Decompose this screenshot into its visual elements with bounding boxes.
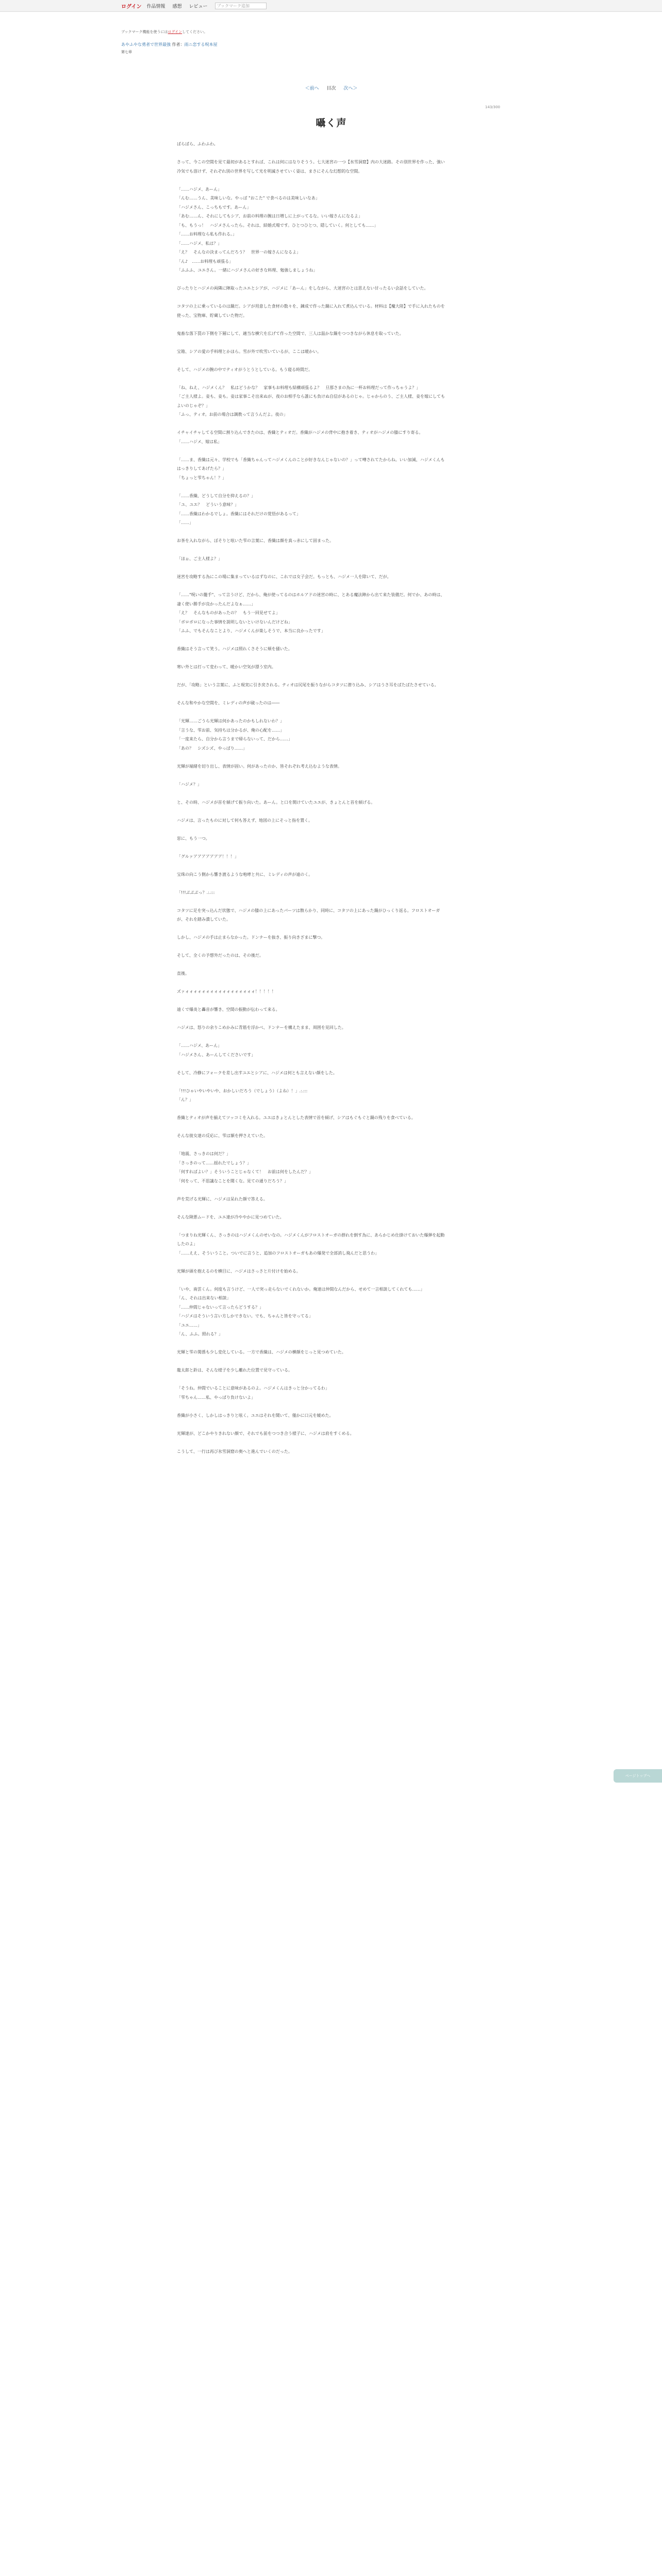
body-paragraph: 「何すればよい？」そういうことじゃなくて！ お前は何をしたんだ？」 [177,1170,313,1174]
body-paragraph: 「一度来たら、自分から言うまで帰らないって、だから……」 [177,737,292,741]
body-paragraph: 香織とティオが声を揃えてツッコミを入れる。ユエはきょとんとした表情で首を傾げ、シアはもぐもぐと鍋の残りを食べている。 [177,1115,416,1120]
top-bar [0,0,662,12]
body-paragraph: しかし、ハジメの手は止まらなかった。ドンナーを抜き、振り向きざまに撃つ。 [177,935,325,940]
body-paragraph [177,275,445,284]
body-paragraph [177,1258,445,1267]
body-paragraph: そして、冷静にフォークを差し出すユエとシアに、ハジメは何とも言えない顔をした。 [177,1070,337,1075]
body-paragraph [177,897,445,906]
body-paragraph [177,1123,445,1132]
body-paragraph: 「あむ……ん、それにしてもシア、お前の料理の腕は日増しに上がってるな。いい嫁さんになるよ」 [177,214,362,218]
body-paragraph [177,1438,445,1447]
body-paragraph [177,320,445,329]
body-paragraph [177,1032,445,1042]
body-paragraph [177,1185,445,1195]
body-paragraph [177,672,445,681]
body-paragraph: 「!!!ひゃいやいやいや、おかしいだろう（でしょう）（よね）！」.:.::: [177,1088,308,1093]
page-top-button[interactable]: ページトップへ [614,1769,662,1783]
body-paragraph: 「え？ そんなものがあったの？ もう一回見せてよ」 [177,611,280,615]
body-paragraph [177,861,445,870]
body-paragraph [177,996,445,1006]
body-paragraph: 「……香織、どうして自分を抑えるの？」 [177,493,255,498]
login-link[interactable]: ログイン [121,4,142,10]
body-paragraph: 「つまりね光輝くん、さっきのはハジメくんのせいなの。ハジメくんがフロストオーガの群れを倒す為に、あらかじめ仕掛けておいた爆弾を起動したのよ」 [177,1232,445,1246]
body-paragraph: 「ふふ、でもそんなことより、ハジメくんが楽しそうで、本当に良かったです」 [177,629,325,633]
body-paragraph: 香織が小さく、しかしはっきりと呟く。ユエはそれを聞いて、僅かに口元を緩めた。 [177,1413,334,1418]
body-paragraph: そして、全くの予想外だったのは、その後だ。 [177,953,263,958]
author-link[interactable]: 雨ニ恋する呪本屋 [184,42,218,47]
body-paragraph [177,978,445,988]
body-paragraph: 「ユ、ユエ？ どういう意味？」 [177,502,239,507]
bookmark-notice [121,29,541,35]
body-paragraph [177,1276,445,1285]
body-paragraph [177,446,445,455]
notice-login-link[interactable]: ログイン [168,30,183,34]
body-paragraph [177,149,445,158]
body-paragraph: 「ん、ふふ。照れる？」 [177,1332,223,1336]
body-paragraph: 「……"呪いの籠手"、って言うけど、だから、俺が使ってるのはホルアドの迷宮の時に、とある魔法陣から出て来た装備だ。何でか、あの時は、凄く使い勝手が良かったんだよなぁ……」 [177,592,445,606]
body-paragraph [177,1105,445,1114]
body-paragraph [177,879,445,888]
body-paragraph: 「……ハジメ、あーん」 [177,187,222,192]
body-paragraph [177,419,445,429]
body-paragraph [177,1077,445,1087]
body-paragraph: 「そうね。仲間でいることに意味があるのよ。ハジメくんはきっと分かってるわ」 [177,1386,329,1391]
body-paragraph [177,771,445,780]
body-paragraph [177,564,445,573]
body-paragraph: 迷宮を攻略する為にこの場に集まっているはずなのに、これでは女子会だ。もっとも、ハジメ一人を除いて、だが。 [177,574,391,579]
prev-link[interactable]: ＜前へ [305,86,319,91]
body-paragraph: 「んむ……うん、美味しいな。やっぱ "おこた" で食べるのは美味しいなあ」 [177,196,320,200]
chapter-label: 第七章 [121,50,132,54]
body-paragraph: 「ん？」 [177,1097,193,1102]
body-paragraph: 「ん、それは出来ない相談」 [177,1296,231,1300]
body-paragraph: 光輝が端緒を切り出し、表情が固い。何があったのか、皆それぞれ考え込むような表情。 [177,764,342,769]
body-paragraph: さって、今この空間を見て最初があるとすれば、これは何にはなりそうう。七大迷宮の一つ【氷雪洞窟】内の大迷路。その別世界を作った、強い冷気でも溶けず、それぞれ別の世界を写して光を明滅させていく姿は、まさにそんな幻想的な空間。 [177,160,445,174]
novel-container [121,11,541,1456]
pager [121,84,541,91]
body-paragraph: ぴったりとハジメの両隣に陣取ったユエとシアが、ハジメに「あーん」をしながら、大迷宮のとは思えない甘ったるい会話をしていた。 [177,286,428,291]
body-paragraph: 直後。 [177,971,189,976]
body-paragraph [177,960,445,970]
body-paragraph [177,338,445,347]
body-paragraph: そんな彼女達の反応に、雫は額を押さえていた。 [177,1133,268,1138]
body-paragraph [177,753,445,762]
body-paragraph [177,1059,445,1069]
body-paragraph: 宝珠の向こう側から響き渡るような咆哮と共に、ミレディの声が遠のく。 [177,872,313,877]
body-paragraph: 「ボロボロになった事情を説明しないといけないんだけどね」 [177,619,292,624]
body-paragraph: コタツの上に乗っているのは鍋だ。シアが用意した食材の数々を、錬成で作った鍋に入れて煮込んでいる。材料は【魔大陸】で手に入れたものを使った、宝物庫、貯蔵していた物だ。 [177,304,445,318]
body-paragraph: 「……香織はわかるでしょ。香織にはそれだけの覚悟があるって」 [177,511,301,516]
body-paragraph: 「雫ちゃん……私、やっぱり負けないよ」 [177,1395,255,1400]
body-paragraph: 声を荒げる光輝に、ハジメは呆れた顔で答える。 [177,1196,268,1201]
bookmark-add-button[interactable]: ブックマーク追加 [215,3,267,9]
body-paragraph [177,1402,445,1411]
body-paragraph [177,843,445,852]
body-paragraph: 光輝が頭を抱えるのを横目に、ハジメはさっさと片付けを始める。 [177,1268,301,1274]
body-paragraph [177,582,445,591]
body-paragraph: 「ユエ……」 [177,1323,202,1328]
body-paragraph: 「ハジメはそういう言い方しかできない。でも、ちゃんと皆を守ってる」 [177,1314,313,1318]
body-paragraph: 「いや、南雲くん。何度も言うけど、一人で突っ走らないでくれないか。俺達は仲間なんだから、せめて一言相談してくれても……」 [177,1286,425,1292]
body-paragraph: 「……ハジメ、私は？」 [177,241,222,246]
body-paragraph [177,636,445,645]
body-paragraph: そんな険悪ムードを、ユエ達が冷ややかに見つめていた。 [177,1214,284,1219]
body-paragraph: コタツに足を突っ込んだ状態で、ハジメの膝の上にあったパーツは散らかり、同時に、コタツの上にあった鍋がひっくり返る。フロストオーガが、それを踏み潰していた。 [177,908,440,922]
index-link[interactable]: 目次 [326,86,336,91]
body-paragraph: だが、「攻略」という言葉に、ふと現実に引き戻される。ティオは尻尾を振りながらコタツに潜り込み、シアはうさ耳をぱたぱたさせている。 [177,683,439,687]
body-paragraph [177,1420,445,1429]
body-paragraph [177,482,445,492]
body-paragraph: ハジメは、言ったものに対して何も答えず、地図の上にそっと指を置く。 [177,818,312,823]
body-paragraph: 寒い外とは打って変わって、暖かい空気が漂う室内。 [177,665,276,669]
body-paragraph: ズァォォォォォォォォォォォォォォォォォ！！！！！ [177,989,276,994]
body-paragraph: 香織はそう言って笑う。ハジメは照れくさそうに頬を掻いた。 [177,647,292,651]
body-paragraph: 「……ええ、そういうこと。ついでに言うと、追加のフロストオーガもあの爆発で全部消し飛んだと思うわ」 [177,1250,379,1256]
top-nav [121,2,267,10]
body-paragraph: 「何をって、不思議なことを聞くな。見ての通りだろう？」 [177,1178,288,1183]
body-paragraph: ぱらぱら、ふわふわ。 [177,142,218,146]
series-title[interactable]: あやふやな勇者で世界最強 [121,42,171,47]
body-paragraph: 「さっきのって……揺れたでしょう？」 [177,1160,251,1165]
body-paragraph: 「!!!ぶぶぶっ？.:.::: [177,890,215,895]
body-paragraph: 「ハジメさん、あーんしてくださいです」 [177,1052,256,1057]
body-paragraph: 光輝と雫の関係も少し変化している。一方で香織は、ハジメの横顔をじっと見つめていた。 [177,1350,346,1354]
body-paragraph: 「も、もうっ！ ハジメさんったら。それは、結婚式場です。ひとつひとつ、隠していく。何としても……」 [177,223,378,228]
body-paragraph: 「え？ そんなの決まってんだろう？ 世界一の嫁さんになるよ」 [177,250,301,255]
nav-item-reviews[interactable]: レビュー [189,4,208,9]
body-paragraph: 「言うな、雫お前、気持ちは分かるが、俺の心配を……」 [177,727,284,733]
nav-item-work-info[interactable]: 作品情報 [146,4,166,9]
body-paragraph: 「ハジメ？」 [177,782,202,787]
body-paragraph [177,293,445,302]
body-paragraph [177,924,445,934]
notice-prefix: ブックマーク機能を使うには [121,30,168,34]
body-paragraph: 宝箱、シアの愛の手料理とかほら。雪が外で吹雪いているが、ここは暖かい。 [177,349,321,354]
body-paragraph: 「ふふふ、ユエさん。一緒にハジメさんの好きな料理、勉強しましょうね」 [177,268,318,273]
body-paragraph [177,528,445,537]
body-paragraph: ハジメは、怒りの余りこめかみに青筋を浮かべ、ドンナーを構えたまま、周囲を見回した。 [177,1025,346,1030]
body-paragraph: 「ちょっと雫ちゃん！？」 [177,475,226,480]
body-paragraph [177,1204,445,1213]
body-paragraph: 「ん♪ ……お料理も頑張る」 [177,259,234,264]
page-count: 143/300 [485,105,500,109]
body-paragraph: そんな和やかな空間を、ミレディの声が破ったのは―― [177,701,280,705]
body-paragraph [177,825,445,834]
nav-item-impressions[interactable]: 感想 [172,4,182,9]
body-paragraph [177,1141,445,1150]
body-paragraph: そして、ハジメの腕の中でティオがうとうとしている。もう寝る時間だ。 [177,367,312,372]
episode-title: 囁く声 [316,117,347,129]
body-paragraph [177,1222,445,1231]
body-paragraph: 「あの？ シズシズ、やっぱり……」 [177,745,247,751]
body-paragraph [177,1339,445,1348]
next-link[interactable]: 次へ＞ [343,86,358,91]
body-paragraph: 光輝達が、どこかやりきれない顔で、それでも前をつつき合う様子に、ハジメは肩をすくめる。 [177,1431,354,1436]
body-paragraph: 「ハジメさん、こっちもです。あーん」 [177,205,251,210]
body-paragraph: 「……ハジメ、あーん」 [177,1043,222,1048]
body-paragraph [177,942,445,952]
notice-suffix: してください。 [182,30,208,34]
body-paragraph: 遠くで爆炎と轟音が響き、空間の振動が伝わって来る。 [177,1007,280,1012]
body-paragraph: 「……ま、香織は元々、学校でも「香織ちゃんってハジメくんのことが好きなんじゃないの？」って噂されてたからね。いい加減、ハジメくんもはっきりしてあげたら？」 [177,457,445,471]
body-paragraph [177,1375,445,1384]
body-paragraph [177,708,445,717]
body-paragraph: 「光輝……ごうら光輝は何かあったのかもしれないわ？」 [177,719,284,723]
author-label: 作者： [172,42,185,47]
body-paragraph: お茶を入れながら、ぼそりと呟いた雫の言葉に、香織は顔を真っ赤にして固まった。 [177,538,334,543]
body-paragraph [177,356,445,365]
body-paragraph [177,789,445,798]
body-paragraph: 鬼畜な落下罠の下側を下層にして、適当な横穴を広げて作った空間で、三人は温かな鍋をつつきながら休息を取っていた。 [177,331,404,336]
body-paragraph: こうして、一行は再び氷雪洞窟の奥へと進んでいくのだった。 [177,1449,292,1454]
body-paragraph: 「……お料理なら私も作れる。」 [177,232,237,236]
body-paragraph [177,176,445,185]
body-paragraph [177,1014,445,1024]
novel-body [177,140,445,1456]
body-paragraph: 「ふっ、ティオ。お前の場合は調教って言うんだよ。夜の」 [177,412,288,417]
body-paragraph: 龍太郎と鈴は、そんな様子を少し離れた位置で見守っている。 [177,1368,292,1372]
series-title-line [121,42,541,47]
body-paragraph: と、その時、ハジメが首を傾げて振り向いた。あーん。と口を開けていたユエが、きょとんと首を傾げる。 [177,800,375,805]
body-paragraph: 「ご主人様よ。妾も、妾も。妾は家事こそ出来ぬが、夜のお相手なら誰にも負けぬ自信があるのじゃ。じゃからのう、ご主人様、妾を嫁にしてもよいのじゃぞ？」 [177,394,445,408]
body-paragraph [177,654,445,663]
body-paragraph [177,807,445,816]
body-paragraph [177,546,445,555]
body-paragraph: 「グルァアアアアアアア！！！」 [177,854,239,859]
body-paragraph [177,374,445,383]
body-paragraph: イチャイチャしてる空間に割り込んできたのは、香織とティオだ。香織がハジメの背中に抱き着き、ティオがハジメの膝にすり寄る。 [177,430,423,435]
body-paragraph: 「地震、さっきのは何だ？」 [177,1151,230,1156]
body-paragraph: 「……ハジメ、嫁は私」 [177,439,222,444]
body-paragraph [177,690,445,699]
body-paragraph: 窓に、もう一つ。 [177,836,210,841]
body-paragraph [177,1357,445,1366]
body-paragraph: 「……仲間じゃないって言ったらどうする？」 [177,1304,263,1310]
body-paragraph: 「ほぉ、ご主人様よ？」 [177,556,222,561]
body-paragraph: 「ね、ねえ、ハジメくん？ 私はどうかな？ 家事もお料理も結構頑張るよ？ 旦那さまの為に一杯お料理だって作っちゃうよ？」 [177,385,421,390]
body-paragraph: 「……」 [177,520,193,525]
